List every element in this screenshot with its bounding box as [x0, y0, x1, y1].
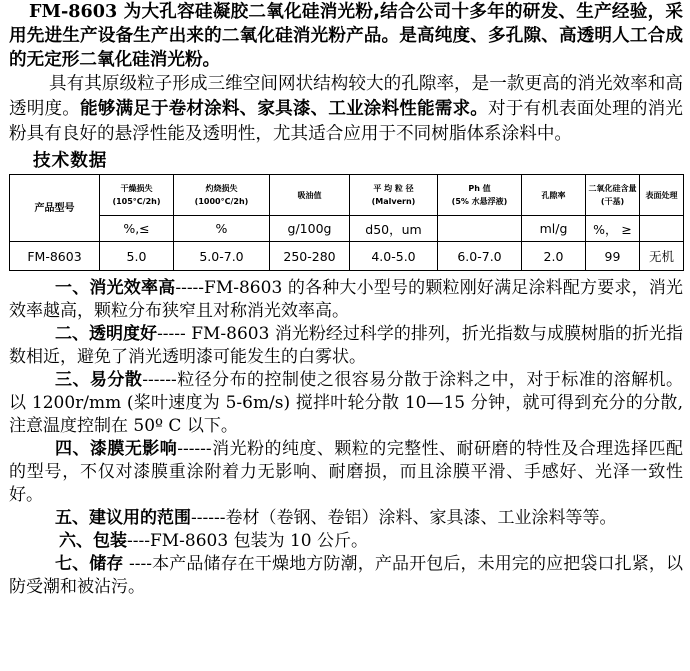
header-cell: 吸油值 — [270, 175, 350, 216]
header-cell: Ph 值 (5% 水悬浮液) — [438, 175, 522, 216]
feature-efficiency — [9, 277, 683, 323]
table-units-row — [10, 216, 684, 242]
feature-film — [9, 438, 683, 507]
feature-title: 三、易分散 — [55, 370, 143, 390]
product-code: FM-8603 — [29, 1, 118, 22]
unit-cell: g/100g — [270, 216, 350, 242]
feature-storage — [9, 553, 683, 599]
feature-title: 五、建议用的范围 — [55, 508, 191, 528]
feature-dispersion — [9, 369, 683, 438]
feature-body: ------粒径分布的控制使之很容易分散于涂料之中，对于标准的溶解机。以 1200r/mm (桨叶速度为 5-6m/s) 搅拌叶轮分散 10—15 分钟，就可得到充分的分散,注意温度控制在 50º C 以下。 — [9, 370, 684, 436]
feature-body: ------消光粉的纯度、颗粒的完整性、耐研磨的特性及合理选择匹配的型号，不仅对漆膜重涂附着力无影响、耐磨损，而且涂膜平滑、手感好、光泽一致性好。 — [9, 439, 684, 505]
value-cell: 无机 — [640, 242, 684, 271]
table-row — [10, 242, 684, 271]
value-cell: 250-280 — [270, 242, 350, 271]
feature-body: ------卷材（卷钢、卷铝）涂料、家具漆、工业涂料等等。 — [191, 508, 617, 528]
unit-cell: ml/g — [522, 216, 586, 242]
description-paragraph — [9, 72, 683, 147]
feature-title: 六、包装 — [59, 531, 127, 551]
value-cell: 6.0-7.0 — [438, 242, 522, 271]
header-cell: 灼烧损失 (1000°C/2h) — [174, 175, 270, 216]
unit-cell: d50，um — [350, 216, 438, 242]
feature-body: -----FM-8603 的各种大小型号的颗粒刚好满足涂料配方要求，消光效率越高，颗粒分布狭窄且对称消光效率高。 — [9, 278, 683, 321]
feature-body: ----FM-8603 包装为 10 公斤。 — [127, 531, 369, 551]
section-heading: 技术数据 — [33, 151, 108, 171]
feature-title: 一、消光效率高 — [55, 278, 176, 298]
feature-title: 七、储存 — [55, 554, 124, 574]
intro-bold-text: 为大孔容硅凝胶二氧化硅消光粉,结合公司十多年的研发、生产经验，采用先进生产设备生产出来的二氧化硅消光粉产品。是高纯度、多孔隙、高透明人工合成的无定形二氧化硅消光粉。 — [9, 2, 683, 70]
feature-body: ----- FM-8603 消光粉经过科学的排列，折光指数与成膜树脂的折光指数相近，避免了消光透明漆可能发生的白雾状。 — [9, 324, 684, 367]
header-cell: 干燥损失 (105°C/2h) — [100, 175, 174, 216]
unit-cell: % — [174, 216, 270, 242]
intro-paragraph — [9, 0, 683, 72]
value-cell: 2.0 — [522, 242, 586, 271]
header-cell: 二氧化硅含量 (干基) — [586, 175, 640, 216]
feature-usage — [9, 507, 683, 530]
value-cell: 5.0 — [100, 242, 174, 271]
header-cell: 孔隙率 — [522, 175, 586, 216]
header-cell: 表面处理 — [640, 175, 684, 216]
feature-body: ----本产品储存在干燥地方防潮，产品开包后，未用完的应把袋口扎紧，以防受潮和被沾污。 — [9, 554, 683, 597]
description-text-a: 具有其原级粒子形成三维空间网状结构较大的孔隙率，是一款更高的消光效率和高透明度。 — [9, 74, 683, 119]
model-cell: FM-8603 — [10, 242, 100, 271]
unit-cell: %,≤ — [100, 216, 174, 242]
description-text-c: 对于有机表面处理的消光粉具有良好的悬浮性能及透明性，尤其适合应用于不同树脂体系涂料中。 — [9, 99, 683, 144]
header-cell: 平 均 粒 径 (Malvern) — [350, 175, 438, 216]
feature-packaging — [9, 530, 683, 553]
value-cell: 4.0-5.0 — [350, 242, 438, 271]
feature-transparency — [9, 323, 683, 369]
value-cell: 5.0-7.0 — [174, 242, 270, 271]
description-bold-text: 能够满足于卷材涂料、家具漆、工业涂料性能需求。 — [79, 99, 488, 119]
spec-table — [9, 174, 684, 271]
value-cell: 99 — [586, 242, 640, 271]
unit-cell — [640, 216, 684, 242]
unit-cell: %， ≥ — [586, 216, 640, 242]
model-header: 产品型号 — [10, 175, 100, 242]
table-header-row — [10, 175, 684, 216]
feature-title: 二、透明度好 — [55, 324, 158, 344]
unit-cell — [438, 216, 522, 242]
feature-title: 四、漆膜无影响 — [55, 439, 178, 459]
